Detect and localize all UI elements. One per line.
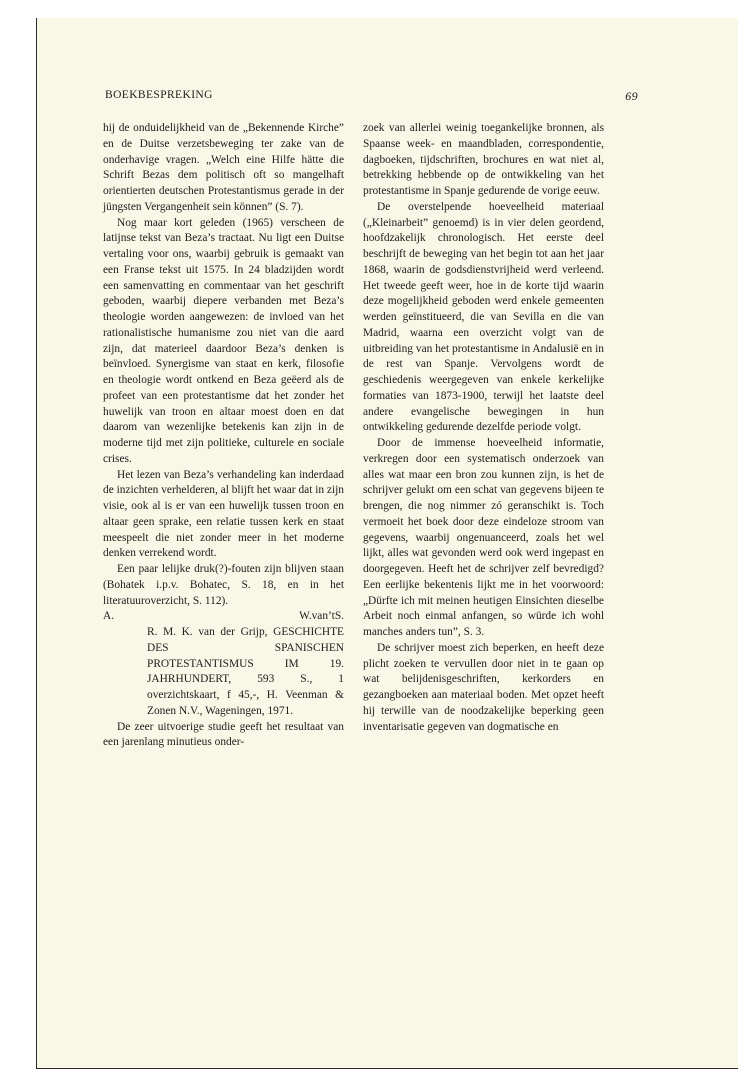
review-heading: R. M. K. van der Grijp, GESCHICHTE DES SPANISCHEN PROTESTANTISMUS IM 19. JAHRHUNDERT, 593 S., 1 overzichtskaart, f 45,-, H. Veenman & Zonen N.V., Wageningen, 1971. <box>147 626 344 717</box>
paragraph: Nog maar kort geleden (1965) verscheen de latijnse tekst van Beza’s tractaat. Nu ligt een Duitse vertaling voor ons, waarbij gebruik is gemaakt van een Franse tekst uit 1575. In 24 bladzijden wordt een samenvatting en commentaar van het geschrift geboden, waarbij diepere verbanden met Beza’s theologie worden aangewezen: de invloed van het rationalistische humanisme zou niet van die aard zijn, dat materieel daardoor Beza’s denken is beïnvloed. Synergisme van staat en kerk, filosofie en theologie wordt ontkend en Beza geëerd als de profeet van een protestantisme dat het zonder het huwelijk van troon en altaar moest doen en dat daarom van wezenlijke betekenis kan zijn in de moderne tijd met zijn politieke, culturele en sociale crises. <box>103 216 344 465</box>
running-title: BOEKBESPREKING <box>105 89 213 101</box>
paragraph: zoek van allerlei weinig toegankelijke bronnen, als Spaanse week- en maandbladen, correspondentie, dagboeken, tijdschriften, brochures en wat niet al, betrekking hebbende op de ontwikkeling van het protestantisme in Spanje gedurende de vorige eeuw. <box>363 122 604 197</box>
left-column <box>103 121 344 751</box>
paragraph: De overstelpende hoeveelheid materiaal („Kleinarbeit” genoemd) is in vier delen geordend, hoofdzakelijk chronologisch. Het eerste deel beschrijft de beweging van het begin tot aan het jaar 1868, waarin de godsdienstvrijheid werd verleend. Het tweede geeft weer, hoe in de korte tijd waarin deze mogelijkheid geboden werd enkele gemeenten werden geïnstitueerd, die van Sevilla en die van Madrid, waarna een overzicht volgt van de uitbreiding van het protestantisme in Andalusië en in de rest van Spanje. Vervolgens wordt de geschiedenis weergegeven van enkele kerkelijke formaties van 1873-1900, terwijl het laatste deel andere evangelische bewegingen in hun ontwikkeling gedurende dezelfde periode volgt. <box>363 200 604 434</box>
paragraph: Een paar lelijke druk(?)-fouten zijn blijven staan (Bohatek i.p.v. Bohatec, S. 18, en in het literatuuroverzicht, S. 112). <box>103 563 344 607</box>
page-number: 69 <box>625 89 638 103</box>
paragraph: De schrijver moest zich beperken, en heeft deze plicht zoeken te vervullen door niet in te gaan op wat belijdenisgeschriften, kerkorders en gezangboeken aan materiaal boden. Met opzet heeft hij terwille van de noodzakelijke beperking geen inventarisatie gegeven van dogmatische en <box>363 641 604 733</box>
paragraph: Het lezen van Beza’s verhandeling kan inderdaad de inzichten verhelderen, al blijft het waar dat in zijn visie, ook al is er van een huwelijk tussen troon en altaar geen sprake, een relatie tussen kerk en staat meespeelt die niet zonder meer in het moderne denken verrekend wordt. <box>103 468 344 560</box>
right-column <box>363 121 604 735</box>
book-page <box>36 18 738 1069</box>
signature-author: W.van’tS. <box>299 610 344 623</box>
signature-initial: A. <box>103 610 115 623</box>
review-signature <box>103 609 344 625</box>
paragraph: De zeer uitvoerige studie geeft het resultaat van een jarenlang minutieus onder- <box>103 720 344 749</box>
paragraph: hij de onduidelijkheid van de „Bekennende Kirche” en de Duitse verzetsbeweging ter zake van de onderhavige vragen. „Welch eine Hilfe hätte die Schrift Bezas dem politisch oft so mangelhaft orientierten deutschen Protestantismus gerade in der jüngsten Vergangenheit sein können” (S. 7). <box>103 122 344 213</box>
paragraph: Door de immense hoeveelheid informatie, verkregen door een systematisch onderzoek van alles wat maar een bron zou kunnen zijn, is het de schrijver gelukt om een schat van gegevens bijeen te brengen, die nog nimmer zó geranschikt is. Toch vermoeit het boek door deze eindeloze stroom van gegevens, waarbij ongenuanceerd, zoals het wel lijkt, alles wat gevonden werd ook werd ingepast en doorgegeven. Heeft het de schrijver zelf bevredigd? Een eerlijke bekentenis lijkt me in het voorwoord: „Dürfte ich mit meinen heutigen Einsichten dieselbe Arbeit noch einmal anfangen, so würde ich wohl manches anders tun”, S. 3. <box>363 437 604 638</box>
